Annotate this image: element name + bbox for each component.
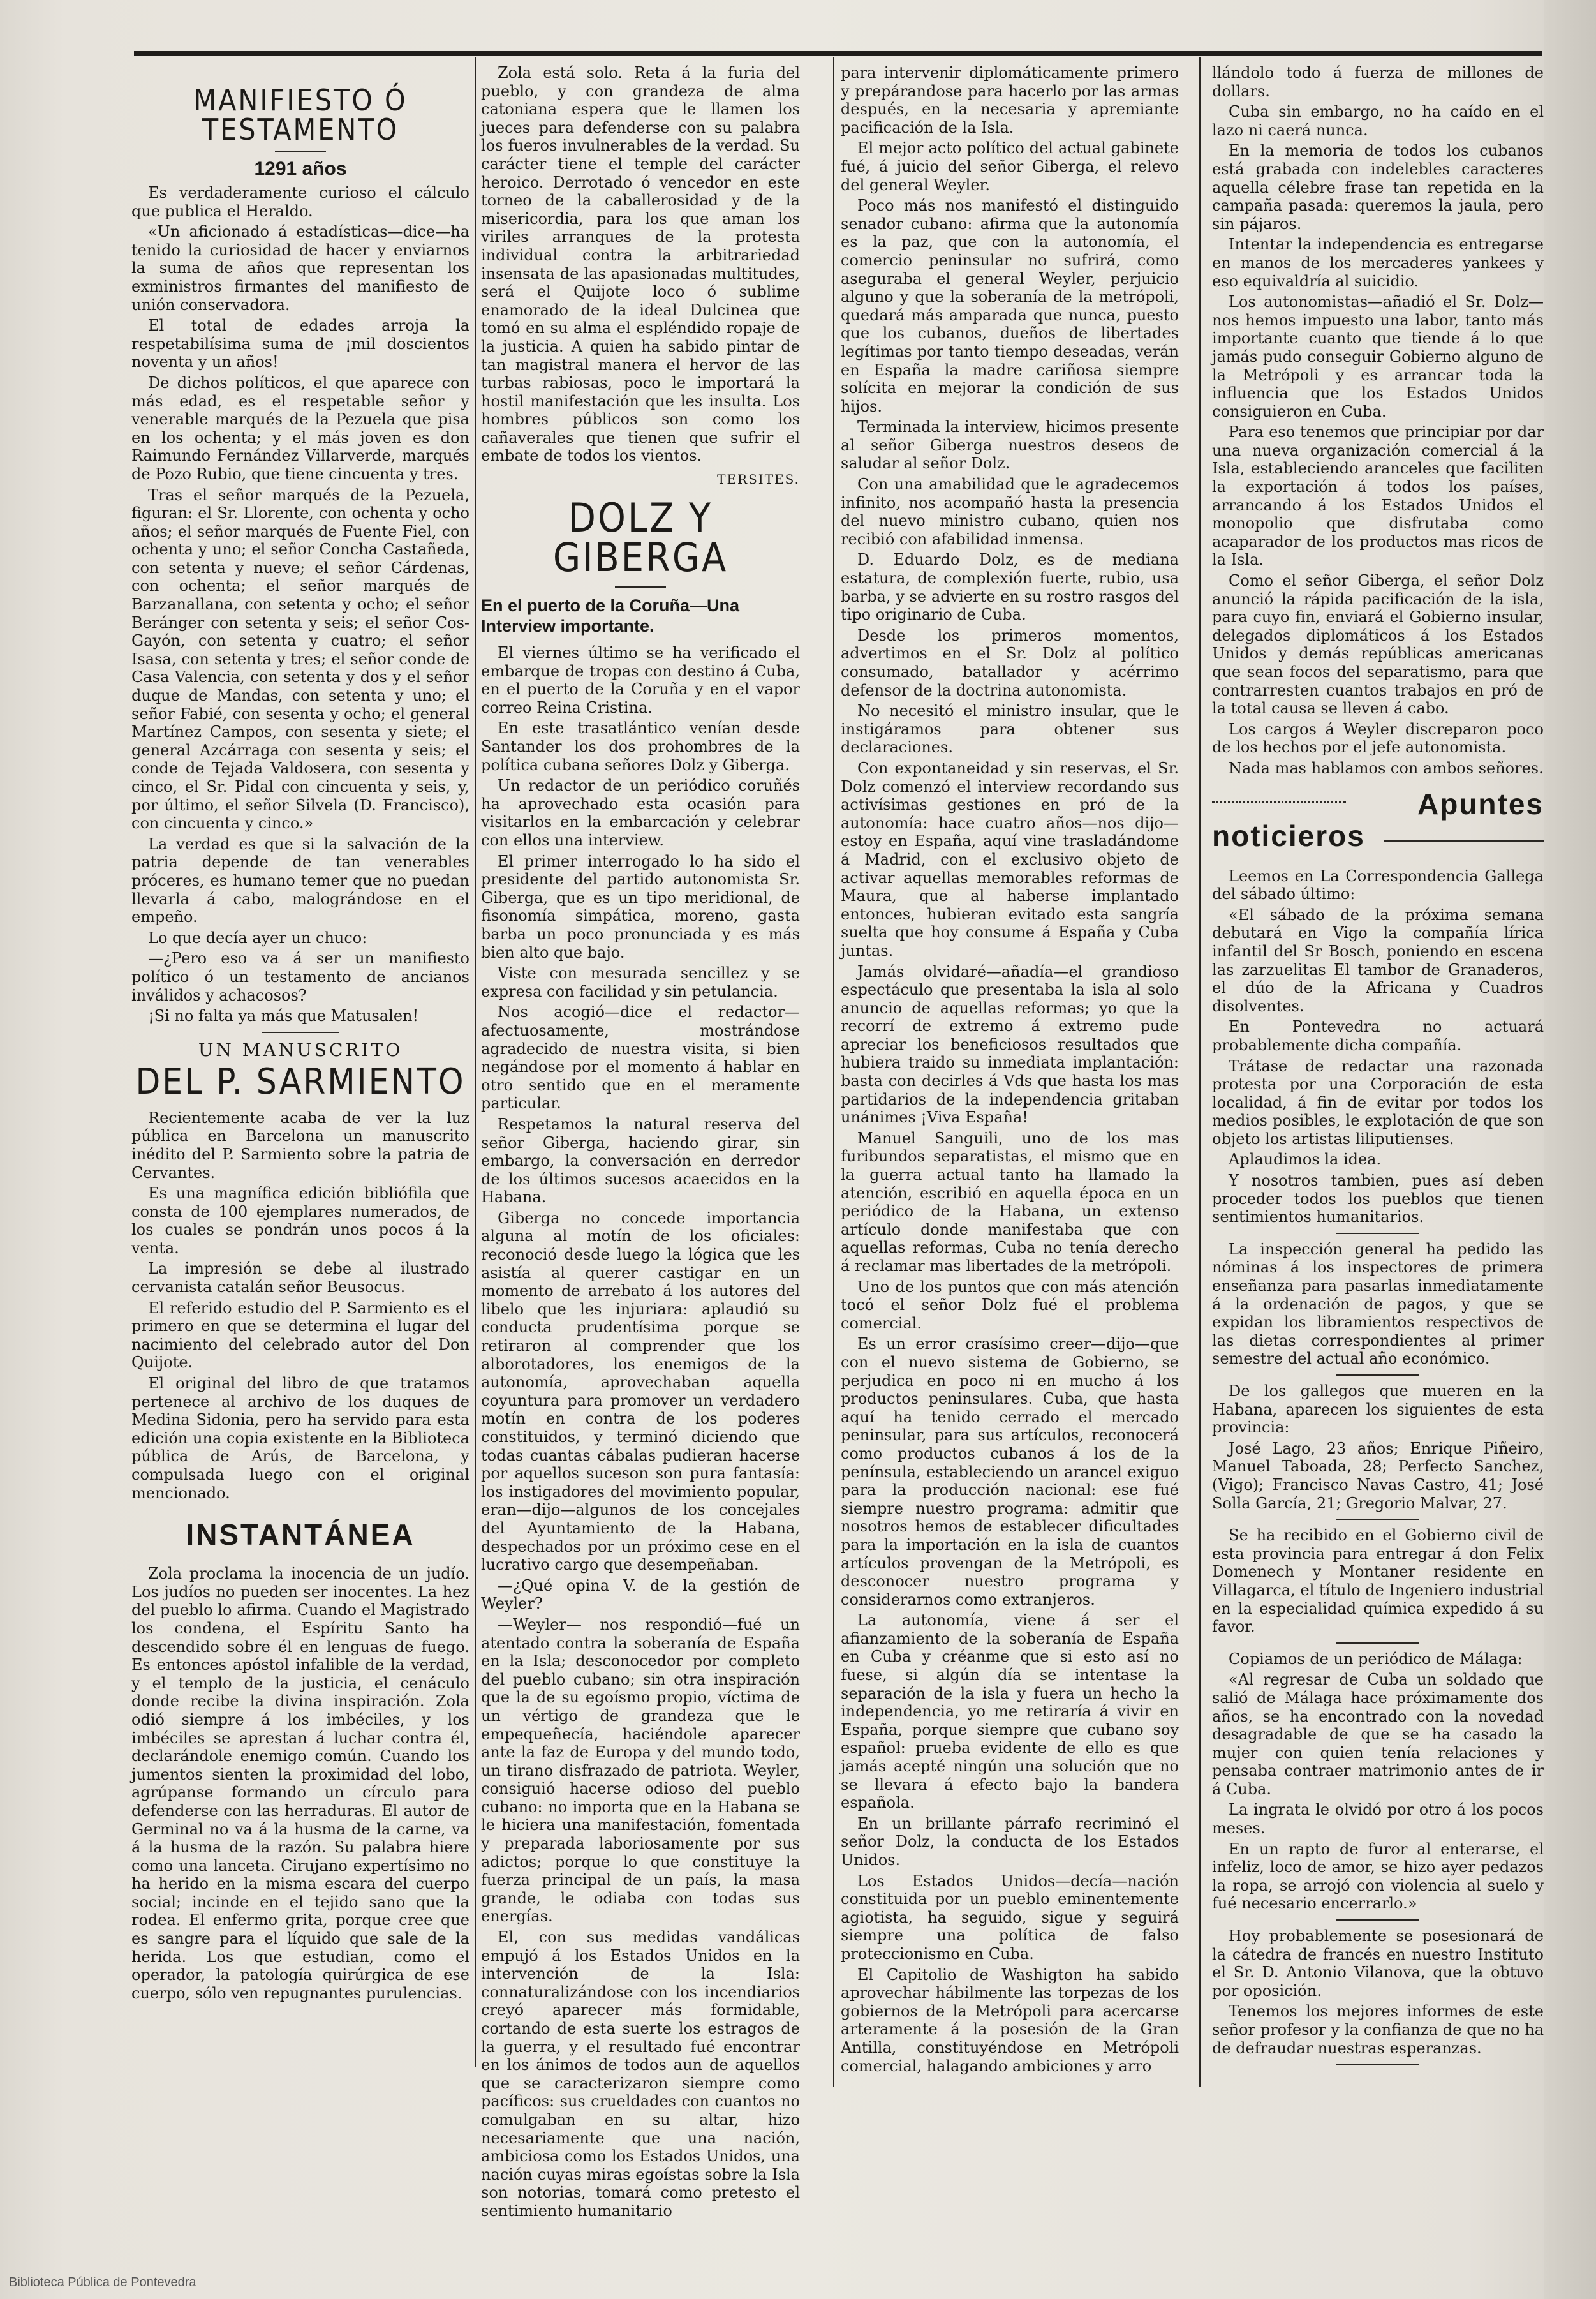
paragraph: La ingrata le olvidó por otro á los pocos meses.	[1212, 1801, 1544, 1838]
paragraph: Recientemente acaba de ver la luz pública en Barcelona un manuscrito inédito del P. Sarmiento sobre la patria de Cervantes.	[131, 1108, 469, 1182]
paragraph: Intentar la independencia es entregarse en manos de los mercaderes yankees y eso equivaldría al suicidio.	[1212, 235, 1544, 290]
paragraph: El total de edades arroja la respetabilísima suma de ¡mil doscientos noventa y un años!	[131, 316, 469, 371]
kicker-manuscrito: UN MANUSCRITO	[198, 1039, 403, 1060]
news-item	[1212, 1650, 1544, 1913]
divider	[1336, 2064, 1419, 2065]
article-instantanea	[131, 1565, 469, 2002]
paragraph: Se ha recibido en el Gobierno civil de esta provincia para entregar á don Felix Domenech y Montaner residente en Villagarca, el título de Ingeniero industrial en la especialidad química expedido á su favor.	[1212, 1526, 1544, 1636]
paragraph: Copiamos de un periódico de Málaga:	[1229, 1649, 1523, 1668]
news-item	[1212, 1382, 1544, 1512]
paragraph: Con expontaneidad y sin reservas, el Sr. Dolz comenzó el interview recordando sus activísimas gestiones en pró de la autonomía: hace cuatro años—nos dijo—estoy en España, aquí vine trasladándome á Madrid, con el exclusivo objeto de activar aquellas memorables reformas de Maura, que al haberse implantado entonces, hubieran evitado esta sangría suelta que hoy consume á España y Cuba juntas.	[841, 759, 1179, 960]
article-dolz-end	[1212, 64, 1544, 778]
paragraph: Los autonomistas—añadió el Sr. Dolz—nos hemos impuesto una labor, tanto más importante cuanto que tiende á lo que jamás pudo conseguir Gobierno alguno de la Metrópoli y es arrancar toda la influencia que los Estados Unidos consiguieron en Cuba.	[1212, 293, 1544, 420]
article-manifiesto	[131, 184, 469, 1025]
divider	[262, 1032, 339, 1033]
paragraph: Manuel Sanguili, uno de los mas furibundos separatistas, el mismo que en la guerra actual tanto ha llamado la atención, escribió en aquella época en un periódico de la Habana, un extenso artículo donde manifestaba que con aquellas reformas, Cuba no tenía derecho á reclamar mas libertades de la metrópoli.	[841, 1129, 1179, 1275]
rule	[1384, 840, 1544, 842]
subheadline-interview: En el puerto de la Coruña—Una Interview importante.	[481, 596, 740, 636]
dotted-rule	[1212, 801, 1346, 803]
paragraph: El, con sus medidas vandálicas empujó á los Estados Unidos en la intervención de la Isla: connaturalizándose con los incendiarios creyó aparecer más formidable, cortando de esta suerte los estragos de la guerra, y el resultado fué encontrar en los ánimos de todos aun de aquellos que se caracterizaron siempre como pacíficos: sus crueldades con cuantos no comulgaban en su altar, hizo necesariamente que una nación, ambiciosa como los Estados Unidos, una nación cuyas miras egoístas sobre la Isla son notorias, tomará como pretesto el sentimiento humanitario	[481, 1928, 800, 2220]
paragraph: Desde los primeros momentos, advertimos en el Sr. Dolz al político consumado, batallador y acérrimo defensor de la doctrina autonomista.	[841, 626, 1179, 699]
paragraph: para intervenir diplomáticamente primero y prepárandose para hacerlo por las armas después, en la necesaria y apremiante pacificación de la Isla.	[841, 64, 1179, 137]
paragraph: Lo que decía ayer un chuco:	[148, 928, 367, 947]
paragraph: Uno de los puntos que con más atención tocó el señor Dolz fué el problema comercial.	[841, 1277, 1179, 1332]
paragraph: Un redactor de un periódico coruñés ha aprovechado esta ocasión para visitarlos en la embarcación y celebrar con ellos una interview.	[481, 777, 800, 849]
paragraph: Para eso tenemos que principiar por dar una nueva organización comercial á la Isla, estableciendo aranceles que faciliten la exportación á todos los países, arrancando á los Estados Unidos el monopolio que disfrutaba como acaparador de los productos mas ricos de la Isla.	[1212, 423, 1544, 569]
page-edge	[1544, 0, 1596, 2299]
paragraph: Trátase de redactar una razonada protesta por una Corporación de esta localidad, á fin de evitar por todos los medios posibles, le explotación de que son objeto los artistas liliputienses.	[1212, 1057, 1544, 1148]
section-title-noticieros: noticieros	[1212, 819, 1365, 852]
paragraph: —¿Pero eso va á ser un manifiesto político ó un testamento de ancianos inválidos y achacosos?	[131, 949, 469, 1004]
paragraph: Nada mas hablamos con ambos señores.	[1229, 759, 1544, 777]
headline-instantanea: INSTANTÁNEA	[186, 1518, 415, 1552]
paragraph: Es un error crasísimo creer—dijo—que con el nuevo sistema de Gobierno, se perjudica en poco ni en mucho á los productos peninsulares. Cuba, que hasta aquí ha tenido cerrado el mercado peninsular, para sus artículos, reconocerá como productos cubanos á los de la península, estableciendo un arancel exiguo para la producción nacional: ese fué siempre nuestro programa: admitir que nosotros hemos de establecer dificultades para la importación en la isla de cuantos artículos provengan de la Metrópoli, es desconocer nuestro programa y considerarnos como extranjeros.	[841, 1335, 1179, 1609]
paragraph: El primer interrogado lo ha sido el presidente del partido autonomista Sr. Giberga, que es un tipo meridional, de fisonomía simpática, moreno, gasta barba un poco pronunciada y es más bien alto que bajo.	[481, 852, 800, 962]
paragraph: Poco más nos manifestó el distinguido senador cubano: afirma que la autonomía es la paz, que con la autonomía, el comercio peninsular no sufrirá, como aseguraba el general Weyler, perjuicio alguno y que la soberanía de la metrópoli, quedará más amparada que nunca, puesto que los cubanos, dueños de libertades legítimas por tanto tiempo deseadas, verán en España la madre cariñosa siempre solícita en mejorar la condición de sus hijos.	[841, 197, 1179, 415]
paragraph: Viste con mesurada sencillez y se expresa con facilidad y sin petulancia.	[481, 964, 800, 1001]
paragraph: Como el señor Giberga, el señor Dolz anunció la rápida pacificación de la isla, para cuyo fin, enviará el Gobierno insular, delegados diplomáticos á los Estados Unidos y demás repúblicas americanas que sean focos del separatismo, para que contrarresten cuantos trabajos en pró de la total causa se lleven á cabo.	[1212, 572, 1544, 718]
paragraph: La inspección general ha pedido las nóminas á los inspectores de primera enseñanza para pasarlas inmediatamente á la ordenación de pagos, y que se expidan los libramientos respectivos de las dietas correspondientes al primer semestre del actual año económico.	[1212, 1240, 1544, 1368]
paragraph: Cuba sin embargo, no ha caído en el lazo ni caerá nunca.	[1212, 103, 1544, 139]
headline-dolz-giberga: DOLZ Y GIBERGA	[552, 495, 728, 581]
paragraph: llándolo todo á fuerza de millones de dollars.	[1212, 64, 1544, 100]
paragraph: La verdad es que si la salvación de la patria depende de tan venerables próceres, es humano temer que no puedan llevarla á cabo, malográndose en el empeño.	[131, 835, 469, 926]
headline-sarmiento: DEL P. SARMIENTO	[135, 1060, 466, 1103]
divider	[1336, 1233, 1419, 1234]
paragraph: Tenemos los mejores informes de este señor profesor y la confianza de que no ha de defraudar nuestras esperanzas.	[1212, 2002, 1544, 2057]
column-2	[481, 64, 800, 2220]
article-instantanea-cont	[481, 64, 800, 465]
divider	[1336, 1374, 1419, 1376]
paragraph: Terminada la interview, hicimos presente al señor Giberga nuestros deseos de saludar al señor Dolz.	[841, 418, 1179, 473]
article-dolz	[481, 644, 800, 2220]
paragraph: En un rapto de furor al enterarse, el infeliz, loco de amor, se hizo ayer pedazos la ropa, se arrojó con violencia al suelo y fué necesario encerrarlo.»	[1212, 1840, 1544, 1913]
divider	[1336, 1642, 1419, 1644]
paragraph: D. Eduardo Dolz, es de mediana estatura, de complexión fuerte, rubio, usa barba, y se advierte en su rostro rasgos del tipo originario de Cuba.	[841, 551, 1179, 624]
paragraph: «El sábado de la próxima semana debutará en Vigo la compañía lírica infantil del Sr Bosch, poniendo en escena las zarzuelitas El tambor de Granaderos, el dúo de la Africana y Cuadros disolventes.	[1212, 905, 1544, 1015]
top-rule	[134, 51, 1542, 56]
headline-manifiesto: MANIFIESTO Ó TESTAMENTO	[193, 83, 408, 147]
paragraph: No necesitó el ministro insular, que le instigáramos para obtener sus declaraciones.	[841, 702, 1179, 757]
paragraph: Jamás olvidaré—añadía—el grandioso espectáculo que presentaba la isla al solo anuncio de aquellas reformas; yo que la recorrí de extremo á extremo pude apreciar los beneficiosos resultados que hubiera traido su inmediata implantación: basta con decirles á Vds que hasta los mas partidarios de la independencia gritaban unánimes ¡Viva España!	[841, 962, 1179, 1127]
column-3	[841, 64, 1179, 2099]
paragraph: El referido estudio del P. Sarmiento es el primero en que se determina el lugar del nacimiento del celebrado autor del Don Quijote.	[131, 1298, 469, 1372]
paragraph: De dichos políticos, el que aparece con más edad, es el respetable señor y venerable marqués de la Pezuela que pisa en los ochenta; y el más joven es don Raimundo Fernández Villarverde, marqués de Pozo Rubio, que tiene cincuenta y tres.	[131, 373, 469, 483]
subheadline-1291: 1291 años	[254, 158, 347, 179]
divider	[615, 586, 666, 588]
paragraph: En Pontevedra no actuará probablemente dicha compañía.	[1212, 1018, 1544, 1054]
paragraph: El original del libro de que tratamos pertenece al archivo de los duques de Medina Sidonia, pero ha servido para esta edición una copia existente en la Biblioteca pública de Arús, de Barcelona, y compulsada luego con el original mencionado.	[131, 1374, 469, 1502]
article-dolz-cont	[841, 64, 1179, 2075]
paragraph: En la memoria de todos los cubanos está grabada con indelebles caracteres aquella célebre frase tan repetida en la campaña pasada: queremos la jaula, pero sin pájaros.	[1212, 142, 1544, 233]
paragraph: Aplaudimos la idea.	[1229, 1150, 1382, 1169]
paragraph: —Weyler— nos respondió—fué un atentado contra la soberanía de España en la Isla; desconocedor por completo del pueblo cubano; sin otra inspiración que la de su egoísmo propio, víctima de un vértigo de grandeza que le empequeñecía, haciéndole aparecer ante la faz de Europa y del mundo todo, un tirano disfrazado de patriota. Weyler, consiguió hacerse odioso del pueblo cubano: no importa que en la Habana se le hiciera una manifestación, fomentada y preparada laboriosamente por sus adictos; porque lo que constituye la fuerza principal de un país, la masa grande, le odiaba con todas sus energías.	[481, 1615, 800, 1926]
paragraph: En este trasatlántico venían desde Santander los dos prohombres de la política cubana señores Dolz y Giberga.	[481, 719, 800, 774]
column-rule	[833, 57, 834, 2087]
paragraph: Los Estados Unidos—decía—nación constituida por un pueblo eminentemente agiotista, ha seguido, sigue y seguirá siempre una política de falso proteccionismo en Cuba.	[841, 1871, 1179, 1963]
news-item	[1212, 867, 1544, 1226]
article-manuscrito	[131, 1109, 469, 1502]
news-item	[1212, 1240, 1544, 1368]
news-item	[1212, 1927, 1544, 2057]
paragraph: De los gallegos que mueren en la Habana, aparecen los siguientes de esta provincia:	[1212, 1382, 1544, 1437]
paragraph: —¿Qué opina V. de la gestión de Weyler?	[481, 1576, 800, 1613]
library-credit: Biblioteca Pública de Pontevedra	[9, 2275, 196, 2289]
signature: TERSITES.	[717, 472, 800, 487]
paragraph: Y nosotros tambien, pues así deben proceder todos los pueblos que tienen sentimientos humanitarios.	[1212, 1172, 1544, 1226]
paragraph: ¡Si no falta ya más que Matusalen!	[148, 1007, 419, 1025]
column-1	[131, 64, 469, 2067]
paragraph: Nos acogió—dice el redactor—afectuosamente, mostrándose agradecido de nuestra visita, si bien negándose por el momento á hablar en otro sentido que en el meramente particular.	[481, 1003, 800, 1113]
paragraph: Es una magnífica edición bibliófila que consta de 100 ejemplares numerados, de los cuales se pondrán unos pocos á la venta.	[131, 1184, 469, 1257]
divider	[1336, 1919, 1419, 1921]
paragraph: «Al regresar de Cuba un soldado que salió de Málaga hace próximamente dos años, se ha encontrado con la novedad desagradable de que se ha casado la mujer con quien tenía relaciones y pensaba contraer matrimonio antes de ir á Cuba.	[1212, 1670, 1544, 1798]
paragraph: Respetamos la natural reserva del señor Giberga, haciendo girar, sin embargo, la conversación en derredor de los últimos sucesos acaecidos en la Habana.	[481, 1115, 800, 1207]
paragraph: La autonomía, viene á ser el afianzamiento de la soberanía de España en Cuba y créanme que si esto así no fuese, si algún día se intentase la separación de la isla y fuera un hecho la independencia, yo me retiraría á vivir en España, porque siempre que cubano soy español: prueba evidente de ello es que jamás acepté ningún una solución que no se llevara á efecto bajo la bandera española.	[841, 1611, 1179, 1812]
paragraph: El viernes último se ha verificado el embarque de tropas con destino á Cuba, en el puerto de la Coruña y en el vapor correo Reina Cristina.	[481, 644, 800, 717]
column-rule	[475, 57, 476, 2067]
paragraph: Con una amabilidad que le agradecemos infinito, nos acompañó hasta la presencia del nuevo ministro cubano, quien nos recibió con afabilidad inmensa.	[841, 475, 1179, 548]
paragraph: Zola proclama la inocencia de un judío. Los judíos no pueden ser inocentes. La hez del pueblo lo afirma. Cuando el Magistrado los condena, el Espíritu Santo ha descendido sobre él en lenguas de fuego. Es entonces apóstol infalible de la verdad, y el templo de la justicia, el cenáculo donde recibe la divina inspiración. Zola odió siempre á los imbéciles, y los imbéciles se aprestan á luchar contra él, declarándole enemigo común. Cuando los jumentos sienten la proximidad del lobo, agrúpanse formando un círculo para defenderse con las herraduras. El autor de Germinal no va á la husma de la carne, va á la husma de la razón. Su palabra hiere como una lanceta. Cirujano expertísimo no ha herido en la misma escara del cuerpo social; incinde en el tejido sano que la rodea. El enfermo grita, porque cree que es sangre para el líquido que sale de la herida. Los que estudian, como el operador, la patología quirúrgica de ese cuerpo, sólo ven repugnantes purulencias.	[131, 1565, 469, 2002]
paragraph: Tras el señor marqués de la Pezuela, figuran: el Sr. Llorente, con ochenta y ocho años; el señor marqués de Fuente Fiel, con ochenta y uno; el señor Concha Castañeda, con setenta y nueve; el señor Cárdenas, con ochenta; el señor marqués de Barzanallana, con setenta y ocho; el señor Beránger con setenta y seis; el señor Cos-Gayón, con setenta y cuatro; el señor Isasa, con setenta y tres; el señor conde de Casa Valencia, con setenta y dos y el señor duque de Mandas, con setenta y uno; el señor Fabié, con sesenta y ocho; el general Martínez Campos, con sesenta y siete; el general Azcárraga con sesenta y seis; el conde de Tejada Valdosera, con sesenta y cinco, el Sr. Pidal con cincuenta y seis, y, por último, el señor Silvela (D. Francisco), con cincuenta y cinco.»	[131, 486, 469, 833]
paragraph: El Capitolio de Washigton ha sabido aprovechar hábilmente las torpezas de los gobiernos de la Metrópoli para acercarse arteramente á la posesión de la Gran Antilla, constituyéndose en Metrópoli comercial, halagando ambiciones y arro	[841, 1965, 1179, 2075]
paragraph: «Un aficionado á estadísticas—dice—ha tenido la curiosidad de hacer y enviarnos la suma de años que representan los exministros firmantes del manifiesto de unión conservadora.	[131, 223, 469, 314]
paragraph: El mejor acto político del actual gabinete fué, á juicio del señor Giberga, el relevo del general Weyler.	[841, 139, 1179, 194]
paragraph: En un brillante párrafo recriminó el señor Dolz, la conducta de los Estados Unidos.	[841, 1814, 1179, 1869]
paragraph: Zola está solo. Reta á la furia del pueblo, y con grandeza de alma catoniana espera que le llamen los jueces para defenderse con su palabra los fueros invulnerables de la verdad. Su carácter tiene el temple del carácter heroico. Derrotado ó vencedor en este torneo de la caballerosidad y de la misericordia, para los que aman los viriles arranques de la protesta individual contra la arbitrariedad insensata de las apasionadas multitudes, será el Quijote loco ó sublime enamorado de la ideal Dulcinea que tomó en su alma el espléndido ropaje de la justicia. A quien ha sabido pintar de tan magistral manera el hervor de las turbas rabiosas, poco le importará la hostil manifestación que les insulta. Los hombres públicos son como los cañaverales que tienen que sufrir el embate de todos los vientos.	[481, 64, 800, 465]
paragraph: Giberga no concede importancia alguna al motín de los oficiales: reconoció desde luego la lógica que les asistía al querer castigar en un momento de arrebato á los autores del libelo que les injuriara: aplaudió su conducta prudentísima porque se retiraron al comprender que los alborotadores, los enemigos de la autonomía, aprovechaban aquella coyuntura para promover un verdadero motín en contra de los poderes constituidos, y terminó diciendo que todas cuantas cábalas pudieran hacerse por aquellos suceson son pura fantasía: los instigadores del movimiento popular, eran—dijo—algunos de los concejales del Ayuntamiento de la Habana, despechados por un próximo cese en el lucrativo cargo que desempeñaban.	[481, 1209, 800, 1574]
paragraph: Los cargos á Weyler discreparon poco de los hechos por el jefe autonomista.	[1212, 720, 1544, 757]
paragraph: Hoy probablemente se posesionará de la cátedra de francés en nuestro Instituto el Sr. D. Antonio Vilanova, que la obtuvo por oposición.	[1212, 1927, 1544, 2000]
news-item	[1212, 1526, 1544, 1636]
column-4	[1212, 64, 1544, 2099]
section-title-apuntes: Apuntes	[1417, 787, 1544, 821]
divider	[1336, 1519, 1419, 1520]
divider	[275, 151, 326, 152]
paragraph: Es verdaderamente curioso el cálculo que publica el Heraldo.	[131, 184, 469, 220]
paragraph: Leemos en La Correspondencia Gallega del sábado último:	[1212, 867, 1544, 904]
section-header-apuntes	[1212, 787, 1544, 856]
paragraph: La impresión se debe al ilustrado cervanista catalán señor Beusocus.	[131, 1260, 469, 1297]
paragraph: José Lago, 23 años; Enrique Piñeiro, Manuel Taboada, 28; Perfecto Sanchez, (Vigo); Francisco Navas Castro, 41; José Solla García, 21; Gregorio Malvar, 27.	[1212, 1439, 1544, 1512]
column-rule	[1199, 57, 1201, 2087]
